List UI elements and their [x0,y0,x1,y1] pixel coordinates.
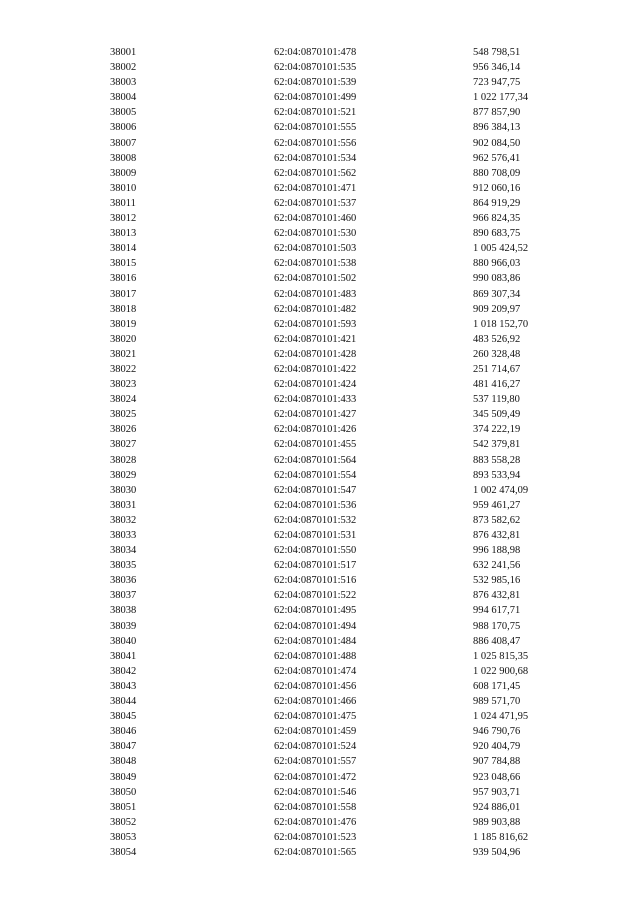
row-number-cell: 38002 [110,62,137,74]
cadastral-number-cell: 62:04:0870101:517 [274,560,357,572]
cadastral-number-cell: 62:04:0870101:555 [274,122,357,134]
table-row [110,105,580,120]
cadastral-value-cell: 876 432,81 [473,590,521,602]
row-number-cell: 38033 [110,530,137,541]
cadastral-value-cell: 909 209,97 [473,303,521,315]
table-row [110,377,580,392]
cadastral-value-cell: 537 119,80 [473,394,520,406]
cadastral-value-cell: 723 947,75 [473,77,521,89]
table-row [110,453,580,468]
table-row [110,664,580,679]
row-number-cell: 38051 [110,801,137,813]
cadastral-number-cell: 62:04:0870101:532 [274,514,357,526]
table-row [110,392,580,407]
table-row [110,120,580,135]
table-row [110,181,580,196]
row-number-cell: 38039 [110,620,137,632]
cadastral-value-cell: 532 985,16 [473,575,521,587]
cadastral-number-cell: 62:04:0870101:472 [274,771,357,783]
row-number-cell: 38040 [110,635,137,647]
cadastral-value-cell: 873 582,62 [473,514,521,526]
row-number-cell: 38054 [110,846,137,858]
cadastral-number-cell: 62:04:0870101:466 [274,696,357,708]
table-row [110,75,580,90]
row-number-cell: 38046 [110,726,137,738]
table-row [110,302,580,317]
row-number-cell: 38027 [110,439,137,451]
cadastral-value-cell: 989 571,70 [473,696,521,708]
cadastral-number-cell: 62:04:0870101:488 [274,650,357,662]
table-row [110,422,580,437]
cadastral-value-cell: 1 022 900,68 [473,665,529,677]
cadastral-value-cell: 912 060,16 [473,182,521,194]
table-row [110,800,580,815]
row-number-cell: 38032 [110,514,137,526]
row-number-cell: 38043 [110,680,137,692]
cadastral-value-cell: 902 084,50 [473,137,521,149]
cadastral-value-cell: 989 903,88 [473,816,521,828]
cadastral-value-cell: 877 857,90 [473,107,521,119]
table-row [110,287,580,302]
cadastral-value-cell: 893 533,94 [473,469,521,481]
row-number-cell: 38048 [110,756,137,768]
table-row [110,543,580,558]
cadastral-number-cell: 62:04:0870101:484 [274,635,357,647]
cadastral-value-cell: 251 714,67 [473,363,521,375]
table-body [110,45,580,860]
row-number-cell: 38016 [110,273,137,285]
table-row [110,619,580,634]
table-row [110,754,580,769]
row-number-cell: 38005 [110,107,137,119]
cadastral-number-cell: 62:04:0870101:426 [274,424,357,436]
row-number-cell: 38028 [110,454,137,466]
cadastral-value-cell: 608 171,45 [473,680,521,692]
cadastral-value-cell: 990 083,86 [473,273,521,285]
table-row [110,151,580,166]
table-row [110,211,580,226]
cadastral-number-cell: 62:04:0870101:521 [274,107,357,119]
cadastral-value-cell: 939 504,96 [473,846,521,858]
cadastral-number-cell: 62:04:0870101:524 [274,741,357,753]
table-row [110,136,580,151]
table-row [110,770,580,785]
cadastral-value-cell: 260 328,48 [473,348,521,360]
cadastral-number-cell: 62:04:0870101:471 [274,182,357,194]
row-number-cell: 38008 [110,152,137,164]
cadastral-number-cell: 62:04:0870101:474 [274,665,357,677]
cadastral-number-cell: 62:04:0870101:494 [274,620,357,632]
cadastral-number-cell: 62:04:0870101:422 [274,363,357,375]
row-number-cell: 38007 [110,137,137,149]
cadastral-number-cell: 62:04:0870101:531 [274,530,357,541]
cadastral-number-cell: 62:04:0870101:427 [274,409,357,421]
cadastral-value-cell: 966 824,35 [473,213,521,225]
table-row [110,45,580,60]
table-row [110,271,580,286]
row-number-cell: 38020 [110,333,137,345]
table-row [110,347,580,362]
cadastral-number-cell: 62:04:0870101:539 [274,77,357,89]
cadastral-number-cell: 62:04:0870101:547 [274,484,357,496]
cadastral-value-cell: 1 024 471,95 [473,711,529,723]
cadastral-number-cell: 62:04:0870101:593 [274,318,357,330]
table-row [110,407,580,422]
row-number-cell: 38052 [110,816,137,828]
cadastral-value-cell: 957 903,71 [473,786,521,798]
cadastral-value-cell: 883 558,28 [473,454,521,466]
cadastral-value-cell: 880 708,09 [473,167,521,179]
table-row [110,724,580,739]
cadastral-number-cell: 62:04:0870101:482 [274,303,357,315]
cadastral-number-cell: 62:04:0870101:503 [274,243,357,255]
row-number-cell: 38024 [110,394,137,406]
table-row [110,498,580,513]
cadastral-number-cell: 62:04:0870101:483 [274,288,357,300]
cadastral-value-cell: 956 346,14 [473,62,521,74]
cadastral-number-cell: 62:04:0870101:564 [274,454,357,466]
cadastral-value-cell: 946 790,76 [473,726,521,738]
table-row [110,679,580,694]
cadastral-number-cell: 62:04:0870101:534 [274,152,357,164]
row-number-cell: 38049 [110,771,137,783]
cadastral-number-cell: 62:04:0870101:557 [274,756,357,768]
cadastral-value-cell: 548 798,51 [473,47,521,58]
cadastral-number-cell: 62:04:0870101:455 [274,439,357,451]
table-row [110,634,580,649]
table-row [110,694,580,709]
table-row [110,588,580,603]
table-row [110,709,580,724]
table-row [110,90,580,105]
table-row [110,256,580,271]
row-number-cell: 38036 [110,575,137,587]
cadastral-value-cell: 1 025 815,35 [473,650,529,662]
cadastral-value-cell: 920 404,79 [473,741,521,753]
table-row [110,196,580,211]
cadastral-value-cell: 962 576,41 [473,152,521,164]
cadastral-value-cell: 632 241,56 [473,560,521,572]
table-row [110,739,580,754]
row-number-cell: 38019 [110,318,137,330]
row-number-cell: 38003 [110,77,137,89]
cadastral-number-cell: 62:04:0870101:495 [274,605,357,617]
row-number-cell: 38041 [110,650,137,662]
table-row [110,603,580,618]
table-row [110,483,580,498]
row-number-cell: 38023 [110,379,137,391]
table-row [110,528,580,543]
cadastral-number-cell: 62:04:0870101:556 [274,137,357,149]
row-number-cell: 38015 [110,258,137,270]
cadastral-value-cell: 542 379,81 [473,439,521,451]
table-row [110,830,580,845]
cadastral-value-cell: 374 222,19 [473,424,521,436]
cadastral-number-cell: 62:04:0870101:537 [274,197,357,209]
row-number-cell: 38013 [110,228,137,240]
row-number-cell: 38034 [110,545,137,557]
row-number-cell: 38050 [110,786,137,798]
table-row [110,166,580,181]
cadastral-value-cell: 481 416,27 [473,379,521,391]
table-row [110,845,580,860]
row-number-cell: 38012 [110,213,137,225]
cadastral-value-cell: 1 185 816,62 [473,831,529,843]
table-row [110,573,580,588]
cadastral-number-cell: 62:04:0870101:554 [274,469,357,481]
row-number-cell: 38038 [110,605,137,617]
cadastral-value-cell: 876 432,81 [473,530,521,541]
cadastral-value-cell: 996 188,98 [473,545,521,557]
cadastral-number-cell: 62:04:0870101:499 [274,92,357,104]
row-number-cell: 38001 [110,47,137,58]
row-number-cell: 38035 [110,560,137,572]
cadastral-number-cell: 62:04:0870101:424 [274,379,357,391]
cadastral-value-cell: 896 384,13 [473,122,521,134]
cadastral-value-table [110,45,580,860]
row-number-cell: 38029 [110,469,137,481]
cadastral-number-cell: 62:04:0870101:428 [274,348,357,360]
table-row [110,649,580,664]
cadastral-number-cell: 62:04:0870101:502 [274,273,357,285]
cadastral-number-cell: 62:04:0870101:523 [274,831,357,843]
cadastral-number-cell: 62:04:0870101:516 [274,575,357,587]
cadastral-value-cell: 924 886,01 [473,801,521,813]
row-number-cell: 38031 [110,499,137,511]
table-row [110,226,580,241]
row-number-cell: 38053 [110,831,137,843]
cadastral-value-cell: 864 919,29 [473,197,521,209]
row-number-cell: 38009 [110,167,137,179]
cadastral-value-cell: 1 002 474,09 [473,484,529,496]
table-row [110,60,580,75]
row-number-cell: 38044 [110,696,137,708]
row-number-cell: 38025 [110,409,137,421]
cadastral-value-cell: 345 509,49 [473,409,521,421]
row-number-cell: 38042 [110,665,137,677]
cadastral-number-cell: 62:04:0870101:476 [274,816,357,828]
cadastral-number-cell: 62:04:0870101:558 [274,801,357,813]
row-number-cell: 38011 [110,197,136,209]
cadastral-number-cell: 62:04:0870101:475 [274,711,357,723]
table-row [110,362,580,377]
cadastral-number-cell: 62:04:0870101:536 [274,499,357,511]
cadastral-number-cell: 62:04:0870101:460 [274,213,357,225]
row-number-cell: 38006 [110,122,137,134]
table-row [110,785,580,800]
cadastral-number-cell: 62:04:0870101:535 [274,62,357,74]
row-number-cell: 38014 [110,243,137,255]
row-number-cell: 38022 [110,363,137,375]
cadastral-value-cell: 994 617,71 [473,605,521,617]
cadastral-value-cell: 1 018 152,70 [473,318,529,330]
cadastral-value-cell: 923 048,66 [473,771,521,783]
row-number-cell: 38026 [110,424,137,436]
row-number-cell: 38010 [110,182,137,194]
table-row [110,468,580,483]
row-number-cell: 38045 [110,711,137,723]
table-row [110,437,580,452]
cadastral-number-cell: 62:04:0870101:530 [274,228,357,240]
row-number-cell: 38037 [110,590,137,602]
cadastral-number-cell: 62:04:0870101:562 [274,167,357,179]
table-row [110,815,580,830]
cadastral-value-cell: 1 022 177,34 [473,92,529,104]
row-number-cell: 38030 [110,484,137,496]
cadastral-value-cell: 1 005 424,52 [473,243,529,255]
row-number-cell: 38018 [110,303,137,315]
cadastral-number-cell: 62:04:0870101:456 [274,680,357,692]
cadastral-value-cell: 959 461,27 [473,499,521,511]
cadastral-number-cell: 62:04:0870101:550 [274,545,357,557]
table-row [110,241,580,256]
table-row [110,317,580,332]
cadastral-value-cell: 988 170,75 [473,620,521,632]
cadastral-number-cell: 62:04:0870101:478 [274,47,357,58]
cadastral-number-cell: 62:04:0870101:421 [274,333,357,345]
row-number-cell: 38017 [110,288,137,300]
cadastral-number-cell: 62:04:0870101:522 [274,590,357,602]
cadastral-value-cell: 880 966,03 [473,258,521,270]
cadastral-value-cell: 483 526,92 [473,333,521,345]
row-number-cell: 38021 [110,348,137,360]
cadastral-value-cell: 886 408,47 [473,635,521,647]
table-row [110,558,580,573]
cadastral-value-cell: 869 307,34 [473,288,521,300]
cadastral-number-cell: 62:04:0870101:433 [274,394,357,406]
row-number-cell: 38047 [110,741,137,753]
cadastral-number-cell: 62:04:0870101:538 [274,258,357,270]
cadastral-number-cell: 62:04:0870101:546 [274,786,357,798]
row-number-cell: 38004 [110,92,137,104]
cadastral-value-cell: 907 784,88 [473,756,521,768]
cadastral-number-cell: 62:04:0870101:459 [274,726,357,738]
cadastral-number-cell: 62:04:0870101:565 [274,846,357,858]
cadastral-value-cell: 890 683,75 [473,228,521,240]
table-row [110,332,580,347]
table-row [110,513,580,528]
